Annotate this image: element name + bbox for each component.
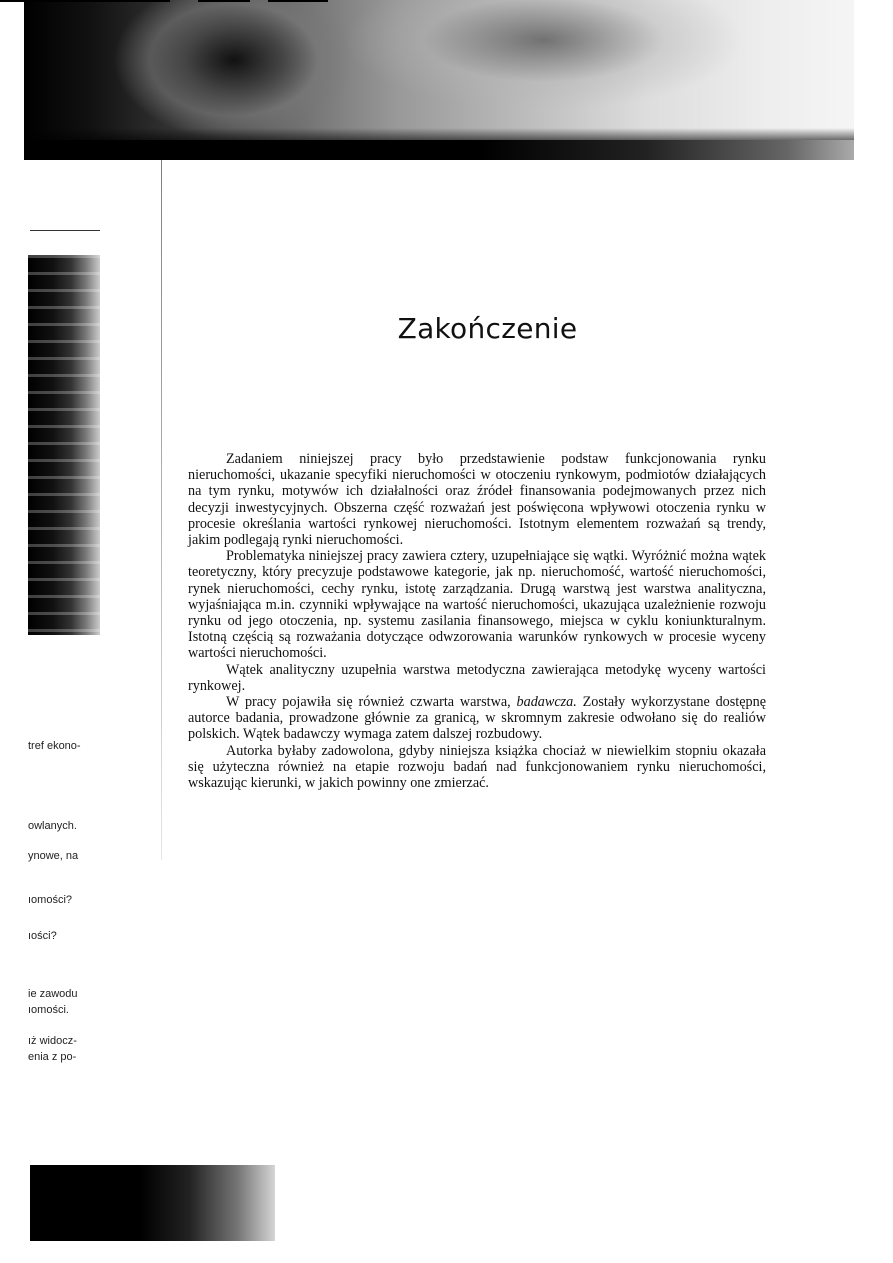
scan-shadow-bottom (30, 1165, 275, 1241)
paragraph-method: Wątek analityczny uzupełnia warstwa metodyczna zawierająca metodykę wyceny wartości rynkowej. (188, 661, 766, 694)
research-emphasis: badawcza. (516, 694, 577, 711)
left-fragment: ıomości. (28, 1004, 69, 1016)
left-fragment: ie zawodu (28, 988, 78, 1000)
paragraph-research (188, 694, 766, 743)
left-page-rule (30, 230, 100, 231)
paragraph-problems: Problematyka niniejszej pracy zawiera cztery, uzupełniające się wątki. Wyróżnić można wątek teoretyczny, który precyzuje podstawowe kategorie, jak np. nieruchomość, wartość nieruchomości, rynek nieruchomości, cechy rynku, istotę zarządzania. Drugą warstwą jest warstwa analityczna, wyjaśniająca m.in. czynniki wpływające na wartość nieruchomości, ukazująca uzależnienie rozwoju rynku od jego otoczenia, np. systemu zasilania finansowego, miejsca w cyklu koniunkturalnym. Istotną częścią są rozważania dotyczące odwzorowania warunków rynkowych w procesie wyceny wartości nieruchomości. (188, 548, 766, 662)
paragraph-intro: Zadaniem niniejszej pracy było przedstawienie podstaw funkcjonowania rynku nieruchomości, ukazanie specyfiki nieruchomości w otoczeniu rynkowym, podmiotów działających na tym rynku, motywów ich działalności oraz źródeł finansowania podejmowanych przez nich decyzji inwestycyjnych. Obszerna część rozważań jest poświęcona wpływowi otoczenia rynku w procesie określania wartości rynkowej nieruchomości. Istotnym elementem rozważań są trendy, jakim podlegają rynki nieruchomości. (188, 451, 766, 549)
chapter-body (188, 451, 766, 791)
scan-shadow-top-band (24, 140, 854, 160)
scan-shadow-top (24, 0, 854, 160)
top-rule-right (268, 0, 328, 2)
chapter-title: Zakończenie (397, 312, 578, 345)
research-text-after: Zostały wykorzystane dostępnę autorce badania, prowadzone głównie za granicą, w skromnym zakresie odwołano się do realiów polskich. Wątek badawczy wymaga zatem dalszej rozbudowy. (188, 694, 767, 743)
left-fragment: tref ekono- (28, 740, 81, 752)
top-rule-middle (198, 0, 250, 2)
left-fragment: enia z po- (28, 1051, 77, 1063)
left-fragment: ıości? (28, 930, 57, 942)
paragraph-closing: Autorka byłaby zadowolona, gdyby niniejsza książka chociaż w niewielkim stopniu okazała się użyteczna również na etapie rozwoju badań nad funkcjonowaniem rynku nieruchomości, wskazując kierunki, w jakich powinny one zmierzać. (188, 742, 766, 792)
page-gutter (161, 160, 162, 860)
research-text-before: W pracy pojawiła się również czwarta warstwa, (226, 694, 517, 711)
top-rule-left (0, 0, 170, 2)
left-fragment: ıż widocz- (28, 1035, 77, 1047)
left-fragment: ıomości? (28, 894, 73, 906)
left-fragment: ynowe, na (28, 850, 79, 862)
left-fragment: owlanych. (28, 820, 77, 832)
